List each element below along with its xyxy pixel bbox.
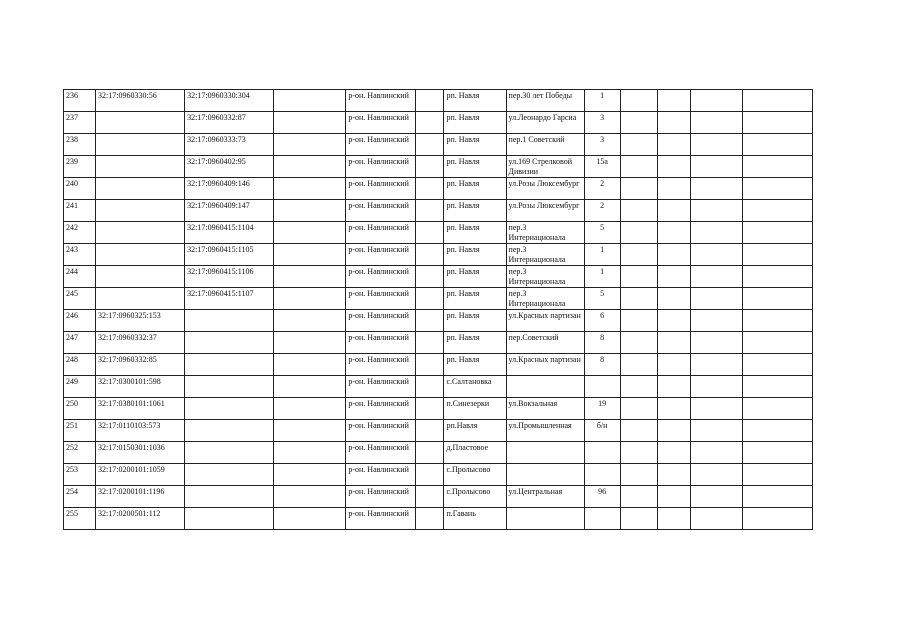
- street-cell: пер.3 Интернационала: [506, 266, 584, 288]
- table-row: [64, 420, 813, 442]
- district-cell: р-он. Навлинский: [346, 376, 416, 398]
- table-row: [64, 464, 813, 486]
- table-row: [64, 376, 813, 398]
- registry-table: [63, 89, 813, 530]
- empty-cell: [690, 156, 742, 178]
- empty-cell: [742, 398, 812, 420]
- empty-cell: [657, 464, 690, 486]
- empty-cell: [620, 376, 657, 398]
- empty-cell: [274, 266, 346, 288]
- object-cadastral-number-cell: 32:17:0960415:1105: [185, 244, 274, 266]
- empty-cell: [742, 266, 812, 288]
- row-number-cell: 242: [64, 222, 96, 244]
- empty-cell: [416, 200, 444, 222]
- row-number-cell: 246: [64, 310, 96, 332]
- cadastral-number-cell: 32:17:0200501:112: [96, 508, 185, 530]
- empty-cell: [620, 398, 657, 420]
- house-number-cell: 5: [584, 222, 620, 244]
- empty-cell: [742, 156, 812, 178]
- district-cell: р-он. Навлинский: [346, 464, 416, 486]
- object-cadastral-number-cell: [185, 508, 274, 530]
- empty-cell: [690, 90, 742, 112]
- empty-cell: [416, 310, 444, 332]
- empty-cell: [657, 134, 690, 156]
- house-number-cell: 1: [584, 244, 620, 266]
- empty-cell: [742, 310, 812, 332]
- row-number-cell: 244: [64, 266, 96, 288]
- street-cell: пер.1 Советский: [506, 134, 584, 156]
- cadastral-number-cell: [96, 112, 185, 134]
- empty-cell: [620, 134, 657, 156]
- empty-cell: [416, 156, 444, 178]
- house-number-cell: 8: [584, 354, 620, 376]
- empty-cell: [657, 508, 690, 530]
- settlement-cell: рп. Навля: [444, 310, 506, 332]
- object-cadastral-number-cell: 32:17:0960409:147: [185, 200, 274, 222]
- house-number-cell: 2: [584, 200, 620, 222]
- object-cadastral-number-cell: [185, 486, 274, 508]
- object-cadastral-number-cell: [185, 376, 274, 398]
- settlement-cell: рп. Навля: [444, 266, 506, 288]
- empty-cell: [620, 90, 657, 112]
- settlement-cell: рп. Навля: [444, 178, 506, 200]
- settlement-cell: рп.Навля: [444, 420, 506, 442]
- empty-cell: [657, 244, 690, 266]
- street-cell: пер.3 Интернационала: [506, 288, 584, 310]
- empty-cell: [657, 376, 690, 398]
- empty-cell: [274, 288, 346, 310]
- cadastral-number-cell: [96, 200, 185, 222]
- empty-cell: [690, 222, 742, 244]
- empty-cell: [620, 112, 657, 134]
- settlement-cell: с.Пролысово: [444, 464, 506, 486]
- house-number-cell: 1: [584, 266, 620, 288]
- table-row: [64, 310, 813, 332]
- empty-cell: [657, 354, 690, 376]
- empty-cell: [657, 398, 690, 420]
- empty-cell: [274, 178, 346, 200]
- empty-cell: [274, 134, 346, 156]
- empty-cell: [620, 420, 657, 442]
- row-number-cell: 241: [64, 200, 96, 222]
- cadastral-number-cell: 32:17:0960332:37: [96, 332, 185, 354]
- empty-cell: [274, 156, 346, 178]
- empty-cell: [742, 442, 812, 464]
- street-cell: ул.Центральная: [506, 486, 584, 508]
- empty-cell: [274, 222, 346, 244]
- empty-cell: [274, 200, 346, 222]
- empty-cell: [620, 222, 657, 244]
- cadastral-number-cell: [96, 288, 185, 310]
- table-row: [64, 200, 813, 222]
- table-row: [64, 90, 813, 112]
- empty-cell: [416, 244, 444, 266]
- row-number-cell: 237: [64, 112, 96, 134]
- object-cadastral-number-cell: 32:17:0960415:1104: [185, 222, 274, 244]
- empty-cell: [620, 332, 657, 354]
- empty-cell: [274, 376, 346, 398]
- empty-cell: [416, 288, 444, 310]
- cadastral-number-cell: 32:17:0300101:598: [96, 376, 185, 398]
- empty-cell: [416, 332, 444, 354]
- row-number-cell: 236: [64, 90, 96, 112]
- settlement-cell: рп. Навля: [444, 156, 506, 178]
- row-number-cell: 252: [64, 442, 96, 464]
- object-cadastral-number-cell: [185, 398, 274, 420]
- object-cadastral-number-cell: [185, 310, 274, 332]
- empty-cell: [620, 354, 657, 376]
- house-number-cell: 19: [584, 398, 620, 420]
- empty-cell: [274, 486, 346, 508]
- house-number-cell: 6: [584, 310, 620, 332]
- district-cell: р-он. Навлинский: [346, 332, 416, 354]
- object-cadastral-number-cell: [185, 332, 274, 354]
- empty-cell: [657, 222, 690, 244]
- empty-cell: [274, 354, 346, 376]
- district-cell: р-он. Навлинский: [346, 178, 416, 200]
- empty-cell: [742, 464, 812, 486]
- object-cadastral-number-cell: 32:17:0960415:1107: [185, 288, 274, 310]
- object-cadastral-number-cell: 32:17:0960409:146: [185, 178, 274, 200]
- empty-cell: [657, 266, 690, 288]
- settlement-cell: д.Пластовое: [444, 442, 506, 464]
- row-number-cell: 250: [64, 398, 96, 420]
- object-cadastral-number-cell: 32:17:0960332:87: [185, 112, 274, 134]
- house-number-cell: [584, 464, 620, 486]
- empty-cell: [416, 508, 444, 530]
- street-cell: пер.3 Интернационала: [506, 222, 584, 244]
- street-cell: ул.169 Стрелковой Дивизии: [506, 156, 584, 178]
- empty-cell: [274, 332, 346, 354]
- table-row: [64, 288, 813, 310]
- empty-cell: [690, 376, 742, 398]
- settlement-cell: рп. Навля: [444, 244, 506, 266]
- empty-cell: [416, 134, 444, 156]
- empty-cell: [690, 508, 742, 530]
- settlement-cell: с.Пролысово: [444, 486, 506, 508]
- empty-cell: [416, 420, 444, 442]
- cadastral-number-cell: 32:17:0380101:1061: [96, 398, 185, 420]
- row-number-cell: 253: [64, 464, 96, 486]
- settlement-cell: п.Гавань: [444, 508, 506, 530]
- row-number-cell: 251: [64, 420, 96, 442]
- empty-cell: [657, 288, 690, 310]
- table-row: [64, 244, 813, 266]
- house-number-cell: [584, 376, 620, 398]
- empty-cell: [742, 178, 812, 200]
- house-number-cell: 8: [584, 332, 620, 354]
- empty-cell: [742, 112, 812, 134]
- empty-cell: [742, 134, 812, 156]
- settlement-cell: п.Синезерки: [444, 398, 506, 420]
- table-row: [64, 266, 813, 288]
- row-number-cell: 248: [64, 354, 96, 376]
- street-cell: ул.Красных партизан: [506, 354, 584, 376]
- district-cell: р-он. Навлинский: [346, 420, 416, 442]
- district-cell: р-он. Навлинский: [346, 112, 416, 134]
- empty-cell: [274, 112, 346, 134]
- empty-cell: [657, 178, 690, 200]
- empty-cell: [620, 310, 657, 332]
- district-cell: р-он. Навлинский: [346, 156, 416, 178]
- street-cell: ул.Леонардо Гарсиа: [506, 112, 584, 134]
- cadastral-number-cell: [96, 156, 185, 178]
- empty-cell: [620, 266, 657, 288]
- house-number-cell: 3: [584, 134, 620, 156]
- empty-cell: [274, 508, 346, 530]
- row-number-cell: 254: [64, 486, 96, 508]
- empty-cell: [274, 310, 346, 332]
- empty-cell: [742, 288, 812, 310]
- house-number-cell: 96: [584, 486, 620, 508]
- district-cell: р-он. Навлинский: [346, 398, 416, 420]
- street-cell: пер.3 Интернационала: [506, 244, 584, 266]
- object-cadastral-number-cell: 32:17:0960402:95: [185, 156, 274, 178]
- empty-cell: [690, 420, 742, 442]
- district-cell: р-он. Навлинский: [346, 222, 416, 244]
- empty-cell: [657, 200, 690, 222]
- row-number-cell: 247: [64, 332, 96, 354]
- table-row: [64, 398, 813, 420]
- settlement-cell: с.Салтановка: [444, 376, 506, 398]
- settlement-cell: рп. Навля: [444, 134, 506, 156]
- empty-cell: [690, 266, 742, 288]
- empty-cell: [742, 486, 812, 508]
- empty-cell: [690, 178, 742, 200]
- house-number-cell: 15а: [584, 156, 620, 178]
- empty-cell: [690, 332, 742, 354]
- empty-cell: [742, 376, 812, 398]
- empty-cell: [657, 156, 690, 178]
- table-row: [64, 354, 813, 376]
- empty-cell: [742, 90, 812, 112]
- cadastral-number-cell: [96, 222, 185, 244]
- empty-cell: [657, 332, 690, 354]
- district-cell: р-он. Навлинский: [346, 266, 416, 288]
- empty-cell: [657, 486, 690, 508]
- street-cell: ул.Розы Люксембург: [506, 178, 584, 200]
- district-cell: р-он. Навлинский: [346, 90, 416, 112]
- empty-cell: [690, 112, 742, 134]
- table-row: [64, 486, 813, 508]
- empty-cell: [742, 222, 812, 244]
- empty-cell: [657, 442, 690, 464]
- table-row: [64, 222, 813, 244]
- cadastral-number-cell: 32:17:0200101:1196: [96, 486, 185, 508]
- empty-cell: [620, 486, 657, 508]
- cadastral-number-cell: 32:17:0150301:1036: [96, 442, 185, 464]
- street-cell: [506, 376, 584, 398]
- street-cell: ул.Розы Люксембург: [506, 200, 584, 222]
- row-number-cell: 238: [64, 134, 96, 156]
- empty-cell: [416, 354, 444, 376]
- row-number-cell: 245: [64, 288, 96, 310]
- house-number-cell: б/н: [584, 420, 620, 442]
- table-row: [64, 332, 813, 354]
- settlement-cell: рп. Навля: [444, 332, 506, 354]
- house-number-cell: [584, 508, 620, 530]
- empty-cell: [657, 112, 690, 134]
- district-cell: р-он. Навлинский: [346, 442, 416, 464]
- empty-cell: [416, 376, 444, 398]
- house-number-cell: 3: [584, 112, 620, 134]
- empty-cell: [742, 200, 812, 222]
- street-cell: ул.Вокзальная: [506, 398, 584, 420]
- row-number-cell: 243: [64, 244, 96, 266]
- district-cell: р-он. Навлинский: [346, 200, 416, 222]
- empty-cell: [416, 90, 444, 112]
- registry-table-body: [64, 90, 813, 530]
- district-cell: р-он. Навлинский: [346, 508, 416, 530]
- district-cell: р-он. Навлинский: [346, 288, 416, 310]
- settlement-cell: рп. Навля: [444, 112, 506, 134]
- empty-cell: [416, 486, 444, 508]
- table-row: [64, 178, 813, 200]
- empty-cell: [690, 464, 742, 486]
- house-number-cell: 2: [584, 178, 620, 200]
- empty-cell: [690, 134, 742, 156]
- table-row: [64, 112, 813, 134]
- settlement-cell: рп. Навля: [444, 200, 506, 222]
- table-row: [64, 134, 813, 156]
- empty-cell: [416, 178, 444, 200]
- empty-cell: [274, 244, 346, 266]
- street-cell: [506, 442, 584, 464]
- district-cell: р-он. Навлинский: [346, 310, 416, 332]
- table-row: [64, 442, 813, 464]
- cadastral-number-cell: [96, 244, 185, 266]
- empty-cell: [742, 420, 812, 442]
- empty-cell: [274, 442, 346, 464]
- empty-cell: [690, 310, 742, 332]
- empty-cell: [690, 244, 742, 266]
- table-row: [64, 156, 813, 178]
- empty-cell: [416, 266, 444, 288]
- empty-cell: [620, 156, 657, 178]
- empty-cell: [657, 310, 690, 332]
- empty-cell: [620, 244, 657, 266]
- cadastral-number-cell: [96, 134, 185, 156]
- empty-cell: [690, 398, 742, 420]
- empty-cell: [274, 464, 346, 486]
- settlement-cell: рп. Навля: [444, 90, 506, 112]
- object-cadastral-number-cell: [185, 442, 274, 464]
- object-cadastral-number-cell: 32:17:0960333:73: [185, 134, 274, 156]
- empty-cell: [620, 508, 657, 530]
- settlement-cell: рп. Навля: [444, 222, 506, 244]
- empty-cell: [416, 112, 444, 134]
- empty-cell: [620, 178, 657, 200]
- empty-cell: [742, 244, 812, 266]
- house-number-cell: [584, 442, 620, 464]
- table-row: [64, 508, 813, 530]
- empty-cell: [742, 332, 812, 354]
- street-cell: пер.30 лет Победы: [506, 90, 584, 112]
- settlement-cell: рп. Навля: [444, 288, 506, 310]
- house-number-cell: 1: [584, 90, 620, 112]
- cadastral-number-cell: 32:17:0960325:153: [96, 310, 185, 332]
- empty-cell: [620, 288, 657, 310]
- empty-cell: [657, 420, 690, 442]
- object-cadastral-number-cell: 32:17:0960330:304: [185, 90, 274, 112]
- empty-cell: [416, 442, 444, 464]
- empty-cell: [690, 486, 742, 508]
- empty-cell: [620, 442, 657, 464]
- empty-cell: [690, 200, 742, 222]
- cadastral-number-cell: 32:17:0110103:573: [96, 420, 185, 442]
- row-number-cell: 239: [64, 156, 96, 178]
- object-cadastral-number-cell: [185, 464, 274, 486]
- settlement-cell: рп. Навля: [444, 354, 506, 376]
- empty-cell: [416, 464, 444, 486]
- empty-cell: [274, 420, 346, 442]
- cadastral-number-cell: 32:17:0960330:56: [96, 90, 185, 112]
- empty-cell: [274, 398, 346, 420]
- empty-cell: [690, 354, 742, 376]
- street-cell: пер.Советский: [506, 332, 584, 354]
- empty-cell: [742, 508, 812, 530]
- empty-cell: [620, 200, 657, 222]
- object-cadastral-number-cell: 32:17:0960415:1106: [185, 266, 274, 288]
- empty-cell: [657, 90, 690, 112]
- cadastral-number-cell: 32:17:0960332:85: [96, 354, 185, 376]
- empty-cell: [742, 354, 812, 376]
- empty-cell: [416, 222, 444, 244]
- street-cell: ул.Промышленная: [506, 420, 584, 442]
- street-cell: [506, 508, 584, 530]
- row-number-cell: 255: [64, 508, 96, 530]
- district-cell: р-он. Навлинский: [346, 486, 416, 508]
- district-cell: р-он. Навлинский: [346, 134, 416, 156]
- cadastral-number-cell: [96, 266, 185, 288]
- row-number-cell: 240: [64, 178, 96, 200]
- street-cell: ул.Красных партизан: [506, 310, 584, 332]
- district-cell: р-он. Навлинский: [346, 354, 416, 376]
- street-cell: [506, 464, 584, 486]
- object-cadastral-number-cell: [185, 420, 274, 442]
- row-number-cell: 249: [64, 376, 96, 398]
- house-number-cell: 5: [584, 288, 620, 310]
- district-cell: р-он. Навлинский: [346, 244, 416, 266]
- empty-cell: [620, 464, 657, 486]
- cadastral-number-cell: [96, 178, 185, 200]
- empty-cell: [690, 442, 742, 464]
- cadastral-number-cell: 32:17:0200101:1059: [96, 464, 185, 486]
- empty-cell: [690, 288, 742, 310]
- empty-cell: [274, 90, 346, 112]
- empty-cell: [416, 398, 444, 420]
- object-cadastral-number-cell: [185, 354, 274, 376]
